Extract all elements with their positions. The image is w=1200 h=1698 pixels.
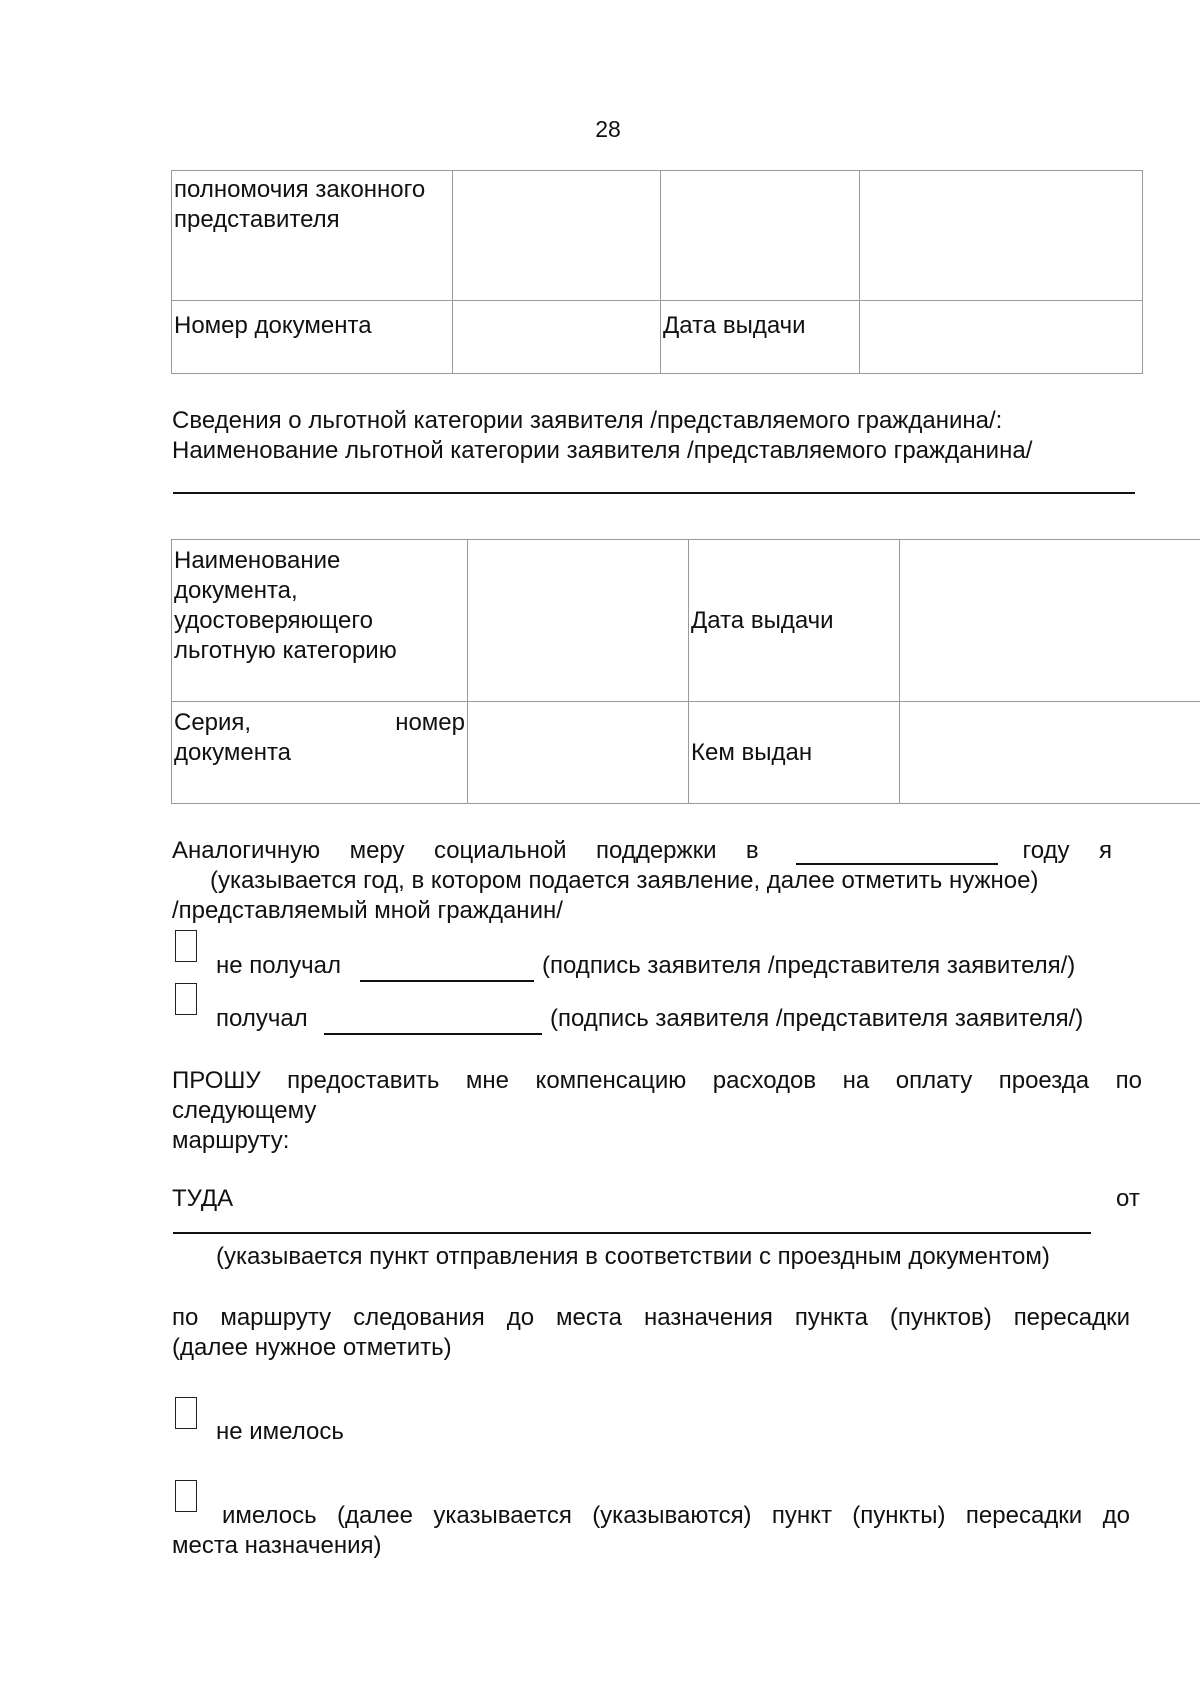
- request-line-3: маршруту:: [172, 1127, 290, 1154]
- not-received-signature-line[interactable]: [360, 980, 534, 982]
- tuda-label: ТУДА: [172, 1185, 234, 1212]
- series-word: Серия,: [174, 709, 252, 736]
- no-transfers-label: не имелось: [216, 1418, 344, 1445]
- series-number-label: [172, 702, 468, 804]
- transfer-route-line: по маршруту следования до места назначения пункта (пунктов) пересадки: [172, 1304, 1130, 1331]
- ot-label: от: [1116, 1185, 1140, 1212]
- had-transfers-label: имелось (далее указывается (указываются) пункт (пункты) пересадки до: [222, 1502, 1130, 1529]
- benefit-document-name-field[interactable]: [468, 540, 689, 702]
- compensation-request-line: ПРОШУ предоставить мне компенсацию расходов на оплату проезда по: [172, 1067, 1142, 1094]
- received-signature-hint: (подпись заявителя /представителя заявителя/): [550, 1005, 1084, 1032]
- benefit-document-name-label: Наименование документа, удостоверяющего льготную категорию: [172, 540, 468, 702]
- authority-label: полномочия законного представителя: [172, 171, 453, 301]
- no-transfers-checkbox[interactable]: [175, 1397, 197, 1429]
- benefit-issue-date-label: Дата выдачи: [689, 540, 900, 702]
- not-received-checkbox[interactable]: [175, 930, 197, 962]
- year-input-spacer: [788, 836, 993, 866]
- benefit-category-input-line[interactable]: [173, 492, 1135, 494]
- benefit-document-table: [171, 539, 1200, 804]
- series-number-field[interactable]: [468, 702, 689, 804]
- issue-date-field[interactable]: [860, 301, 1143, 374]
- departure-hint: (указывается пункт отправления в соответствии с проездным документом): [216, 1243, 1050, 1270]
- authority-field-2[interactable]: [661, 171, 860, 301]
- number-word: номер: [395, 709, 465, 736]
- year-input-line[interactable]: [796, 863, 998, 865]
- document-number-label: Номер документа: [172, 301, 453, 374]
- not-received-label: не получал: [216, 952, 341, 979]
- departure-input-line[interactable]: [173, 1232, 1091, 1234]
- benefit-info-heading: Сведения о льготной категории заявителя /представляемого гражданина/:: [172, 407, 1003, 434]
- issued-by-label: Кем выдан: [689, 702, 900, 804]
- received-checkbox[interactable]: [175, 983, 197, 1015]
- authority-field-1[interactable]: [453, 171, 661, 301]
- representative-document-table: [171, 170, 1143, 374]
- not-received-signature-hint: (подпись заявителя /представителя заявителя/): [542, 952, 1076, 979]
- similar-support-line: Аналогичную меру социальной поддержки в году я: [172, 837, 1112, 864]
- had-transfers-label-line-2: места назначения): [172, 1532, 382, 1559]
- transfer-route-hint: (далее нужное отметить): [172, 1334, 452, 1361]
- benefit-issue-date-field[interactable]: [900, 540, 1200, 702]
- received-signature-line[interactable]: [324, 1033, 542, 1035]
- authority-field-3[interactable]: [860, 171, 1143, 301]
- document-number-field[interactable]: [453, 301, 661, 374]
- represented-citizen-label: /представляемый мной гражданин/: [172, 897, 563, 924]
- received-label: получал: [216, 1005, 308, 1032]
- document-word: документа: [174, 739, 292, 766]
- page-number: 28: [595, 116, 621, 142]
- benefit-category-name-label: Наименование льготной категории заявителя /представляемого гражданина/: [172, 437, 1033, 464]
- request-line-2: следующему: [172, 1097, 317, 1124]
- issued-by-field[interactable]: [900, 702, 1200, 804]
- issue-date-label: Дата выдачи: [661, 301, 860, 374]
- year-hint: (указывается год, в котором подается заявление, далее отметить нужное): [210, 867, 1039, 894]
- had-transfers-checkbox[interactable]: [175, 1480, 197, 1512]
